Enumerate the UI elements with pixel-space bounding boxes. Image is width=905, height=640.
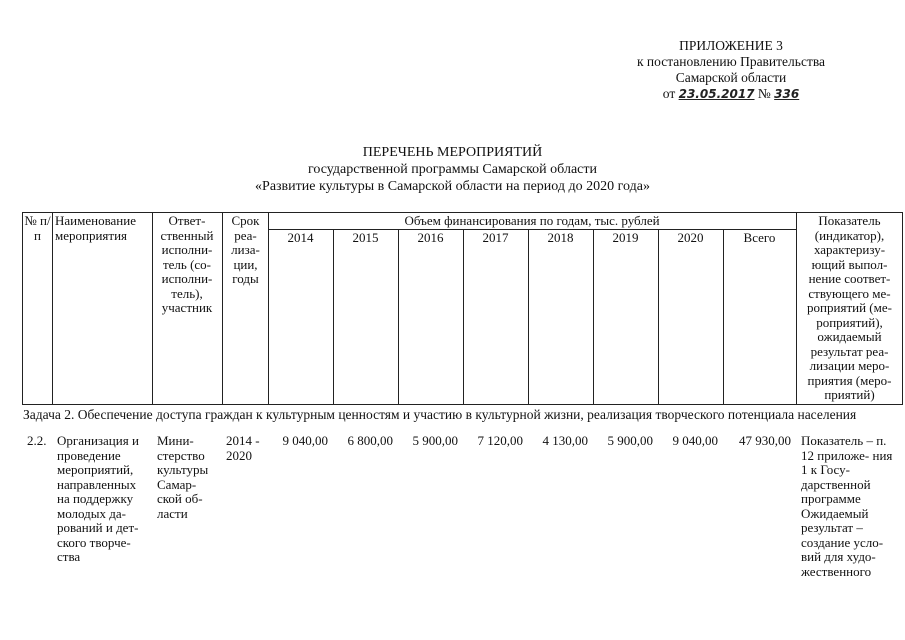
appendix-date-line	[600, 86, 862, 102]
row-responsible: Мини- стерство культуры Самар- ской об- ласти	[157, 433, 209, 521]
header-indicator: Показатель (индикатор), характеризу- ющий выпол- нение соответ- ствующего ме- роприятий (ме- роприятий), ожидаемый результат реа- лизации меро- приятия (меро- приятий)	[807, 213, 892, 402]
row-value-total: 47 930,00	[739, 433, 791, 448]
date-prefix: от	[662, 86, 676, 101]
header-funding: Объем финансирования по годам, тыс. рублей	[404, 213, 660, 228]
header-term: Срок реа- лиза- ции, годы	[231, 213, 260, 286]
row-value-2018: 4 130,00	[542, 433, 588, 448]
appendix-title: ПРИЛОЖЕНИЕ 3	[679, 38, 783, 53]
header-year-2017: 2017	[482, 230, 509, 245]
row-value-2016: 5 900,00	[412, 433, 458, 448]
header-year-2014: 2014	[287, 230, 314, 245]
number-prefix: №	[757, 86, 771, 101]
task-row: Задача 2. Обеспечение доступа граждан к культурным ценностям и участию в культурной жизни, реализация творческого потенциала населения	[23, 407, 857, 422]
row-num: 2.2.	[27, 433, 47, 448]
header-year-2019: 2019	[612, 230, 639, 245]
row-term: 2014 - 2020	[226, 433, 260, 463]
appendix-line-decree: к постановлению Правительства	[636, 54, 826, 69]
header-year-2015: 2015	[352, 230, 379, 245]
row-value-2019: 5 900,00	[607, 433, 653, 448]
appendix-block	[600, 38, 862, 102]
title-line-2: государственной программы Самарской области	[308, 162, 597, 177]
header-total: Всего	[743, 230, 776, 245]
number-handwritten: 336	[774, 87, 800, 101]
header-responsible: Ответ- ственный исполни- тель (со- исполни- тель), участник	[160, 213, 214, 315]
row-value-2017: 7 120,00	[477, 433, 523, 448]
header-year-2016: 2016	[417, 230, 444, 245]
row-value-2015: 6 800,00	[347, 433, 393, 448]
header-year-2018: 2018	[547, 230, 574, 245]
document-title	[0, 144, 905, 195]
row-value-2014: 9 040,00	[282, 433, 328, 448]
date-handwritten: 23.05.2017	[678, 87, 755, 101]
row-name: Организация и проведение мероприятий, направленных на поддержку молодых да- рований и дет- ского творче- ства	[57, 433, 139, 564]
row-value-2020: 9 040,00	[672, 433, 718, 448]
header-num: № п/п	[24, 213, 51, 243]
row-indicator: Показатель – п. 12 приложе- ния 1 к Госу- дарственной программе Ожидаемый результат – создание усло- вий для худо- жественного	[801, 433, 893, 579]
appendix-line-region: Самарской области	[675, 70, 787, 85]
header-name: Наименование мероприятия	[55, 213, 136, 243]
title-line-3: «Развитие культуры в Самарской области на период до 2020 года»	[255, 179, 650, 194]
title-line-1: ПЕРЕЧЕНЬ МЕРОПРИЯТИЙ	[362, 145, 543, 160]
header-year-2020: 2020	[677, 230, 704, 245]
